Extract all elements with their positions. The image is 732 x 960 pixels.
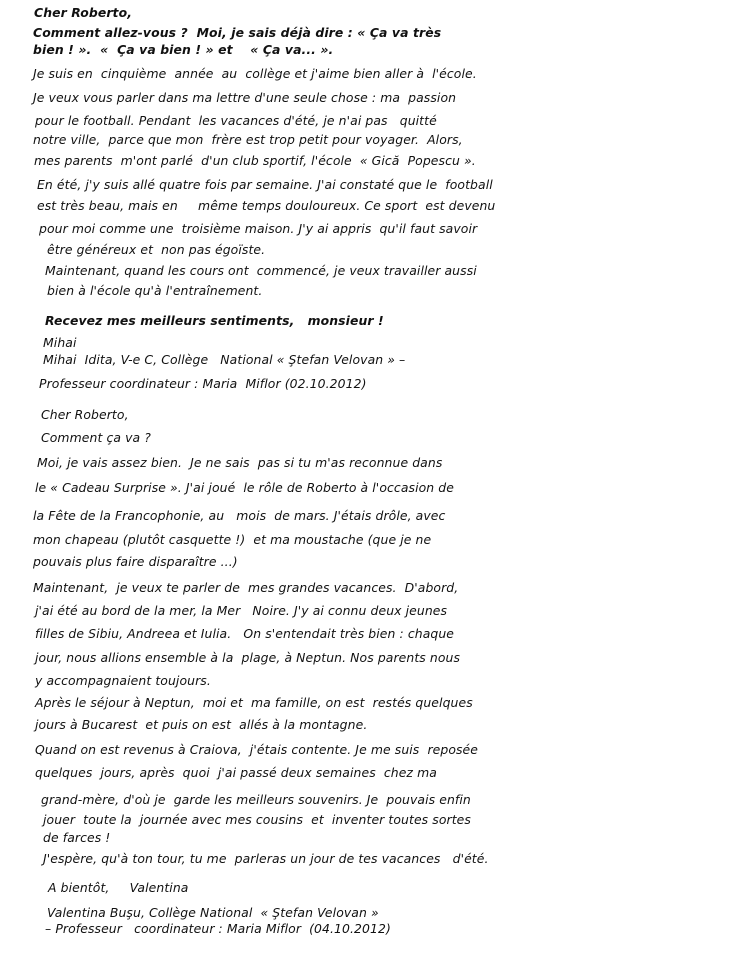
letter-line: Quand on est revenus à Craiova, j'étais contente. Je me suis reposée	[35, 742, 479, 757]
closing: A bientôt, Valentina	[48, 880, 189, 895]
letter-line: jour, nous allions ensemble à la plage, à Neptun. Nos parents nous	[35, 650, 461, 665]
letter-line: bien à l'école qu'à l'entraînement.	[47, 283, 263, 298]
letter-line: la Fête de la Francophonie, au mois de mars. J'étais drôle, avec	[33, 508, 446, 523]
letter-line: En été, j'y suis allé quatre fois par semaine. J'ai constaté que le football	[37, 177, 493, 192]
letter-line: y accompagnaient toujours.	[35, 673, 211, 688]
letter-line: est très beau, mais en même temps douloureux. Ce sport est devenu	[37, 198, 496, 213]
letter-line: jouer toute la journée avec mes cousins et inventer toutes sortes	[43, 812, 471, 827]
letter-line: pour moi comme une troisième maison. J'y ai appris qu'il faut savoir	[39, 221, 478, 236]
salutation: Cher Roberto,	[41, 407, 129, 422]
closing: Recevez mes meilleurs sentiments, monsieur !	[45, 313, 384, 328]
letter-line: Comment ça va ?	[41, 430, 151, 445]
letter-line: pouvais plus faire disparaître ...)	[33, 554, 238, 569]
letter-line: Moi, je vais assez bien. Je ne sais pas si tu m'as reconnue dans	[37, 455, 443, 470]
letter-line: Je veux vous parler dans ma lettre d'une seule chose : ma passion	[33, 90, 457, 105]
letter-line: de farces !	[43, 830, 111, 845]
letter-line: Je suis en cinquième année au collège et j'aime bien aller à l'école.	[33, 66, 477, 81]
letter-line: Maintenant, je veux te parler de mes grandes vacances. D'abord,	[33, 580, 459, 595]
letter-line: être généreux et non pas égoïste.	[47, 242, 266, 257]
letter-line: J'espère, qu'à ton tour, tu me parleras un jour de tes vacances d'été.	[43, 851, 489, 866]
letter-line: quelques jours, après quoi j'ai passé deux semaines chez ma	[35, 765, 437, 780]
letter-line: Maintenant, quand les cours ont commencé, je veux travailler aussi	[45, 263, 477, 278]
letter-line: pour le football. Pendant les vacances d'été, je n'ai pas quitté	[35, 113, 437, 128]
teacher-credit: Professeur coordinateur : Maria Miflor (02.10.2012)	[39, 376, 367, 391]
signature-name: Mihai	[43, 335, 77, 350]
letter-line: le « Cadeau Surprise ». J'ai joué le rôle de Roberto à l'occasion de	[35, 480, 454, 495]
author-credit: Valentina Buşu, Collège National « Ştefan Velovan »	[47, 905, 379, 920]
author-credit: Mihai Idita, V-e C, Collège National « Ştefan Velovan » –	[43, 352, 406, 367]
letter-line: j'ai été au bord de la mer, la Mer Noire. J'y ai connu deux jeunes	[35, 603, 448, 618]
letter-line: mon chapeau (plutôt casquette !) et ma moustache (que je ne	[33, 532, 432, 547]
letter-line: jours à Bucarest et puis on est allés à la montagne.	[35, 717, 368, 732]
salutation: Cher Roberto,	[34, 5, 133, 20]
teacher-credit: – Professeur coordinateur : Maria Miflor (04.10.2012)	[45, 921, 391, 936]
letter-line: bien ! ». « Ça va bien ! » et « Ça va... ».	[33, 42, 334, 57]
letter-line: Comment allez-vous ? Moi, je sais déjà dire : « Ça va très	[33, 25, 442, 40]
letter-line: notre ville, parce que mon frère est trop petit pour voyager. Alors,	[33, 132, 463, 147]
letter-line: filles de Sibiu, Andreea et Iulia. On s'entendait très bien : chaque	[35, 626, 455, 641]
letter-line: grand-mère, d'où je garde les meilleurs souvenirs. Je pouvais enfin	[41, 792, 471, 807]
letter-line: mes parents m'ont parlé d'un club sportif, l'école « Gică Popescu ».	[34, 153, 476, 168]
letter-line: Après le séjour à Neptun, moi et ma famille, on est restés quelques	[35, 695, 473, 710]
